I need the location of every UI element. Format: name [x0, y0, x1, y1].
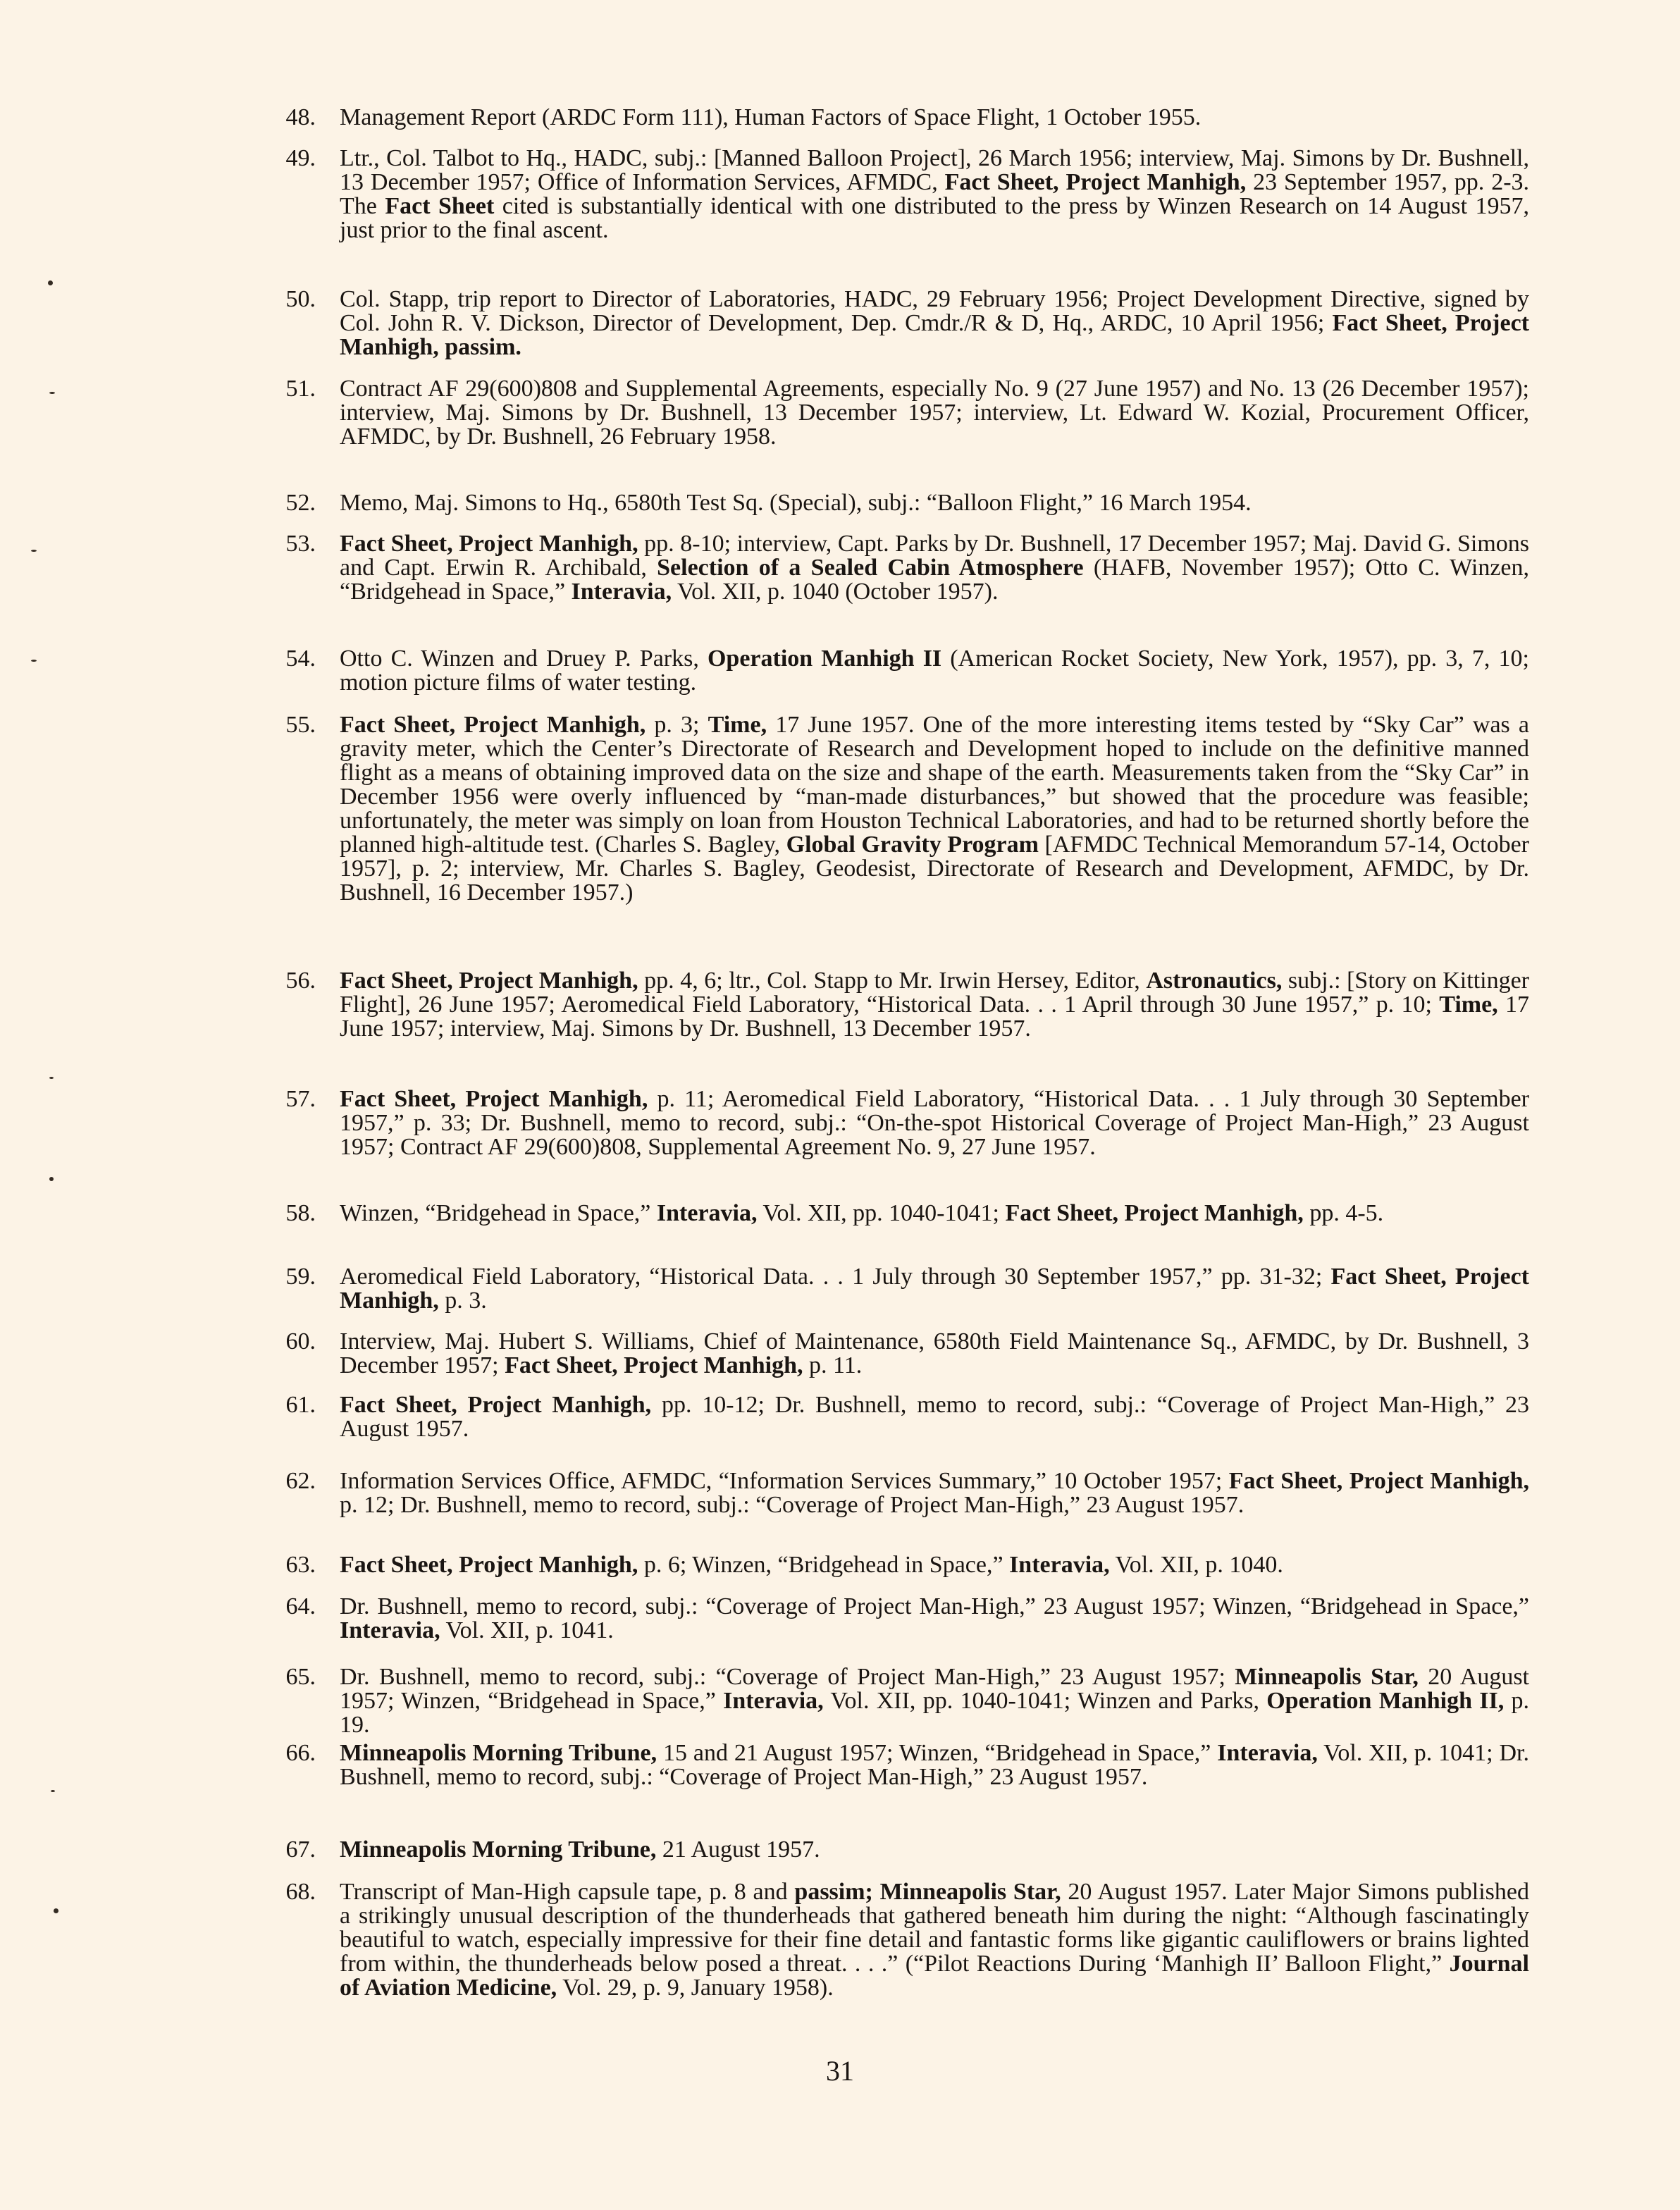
citation-text: p. 6; Winzen, “Bridgehead in Space,” — [638, 1552, 1010, 1578]
citation-text: Vol. XII, pp. 1040-1041; — [757, 1200, 1006, 1226]
citation-text: Vol. XII, p. 1041; Dr. Bushnell, memo to record, subj.: “Coverage of Project Man-High,” 23 August 1957. — [340, 1740, 1529, 1790]
endnote-number: 61. — [285, 1392, 316, 1418]
citation-title: Minneapolis Star, — [1235, 1664, 1419, 1690]
citation-text: Dr. Bushnell, memo to record, subj.: “Coverage of Project Man-High,” 23 August 1957; — [340, 1664, 1235, 1690]
scan-speck — [49, 392, 55, 394]
citation-title: Fact Sheet, Project Manhigh, — [1228, 1468, 1529, 1494]
citation-title: Operation Manhigh II, — [1266, 1688, 1505, 1714]
endnote — [254, 1469, 1529, 1517]
endnote-number: 64. — [285, 1593, 316, 1619]
endnote-text — [340, 1553, 1529, 1577]
citation-text: Otto C. Winzen and Druey P. Parks, — [340, 646, 708, 672]
endnote-text — [340, 713, 1529, 905]
citation-text: pp. 8-10; interview, Capt. Parks by Dr. Bushnell, 17 December 1957; Maj. David G. Simons and Capt. Erwin R. Archibald, — [340, 531, 1530, 581]
citation-title: Fact Sheet — [385, 193, 495, 219]
citation-title: Time, — [708, 712, 767, 738]
endnote — [254, 1393, 1529, 1441]
endnote-text — [340, 1330, 1529, 1378]
scan-speck — [31, 550, 37, 552]
citation-title: Fact Sheet, Project Manhigh, — [340, 712, 646, 738]
endnote-number: 66. — [285, 1740, 316, 1766]
citation-title: Fact Sheet, Project Manhigh, passim. — [340, 310, 1529, 360]
endnote-number: 53. — [285, 531, 316, 557]
citation-title: Minneapolis Morning Tribune, — [340, 1836, 657, 1863]
endnote-number: 49. — [285, 145, 316, 171]
citation-title: Global Gravity Program — [786, 832, 1039, 858]
endnote-text — [340, 1265, 1529, 1313]
page-number: 31 — [826, 2055, 854, 2087]
citation-title: passim; Minneapolis Star, — [794, 1879, 1061, 1905]
citation-text: 17 June 1957. One of the more interesting items tested by “Sky Car” was a gravity meter, which the Center’s Directorate of Research and Development hoped to include on the definitive manned flight as a means of obtaining improved data on the size and shape of the earth. Measurements taken from the “Sky Car” in December 1956 were overly influenced by “man-made disturbances,” but showed that the procedure was feasible; unfortunately, the meter was simply on loan from Houston Technical Laboratories, and had to be returned shortly before the planned high-altitude test. (Charles S. Bagley, — [340, 712, 1529, 858]
endnote-number: 50. — [285, 286, 316, 312]
scan-speck — [49, 1077, 54, 1079]
endnote — [254, 147, 1529, 242]
citation-title: Fact Sheet, Project Manhigh, — [505, 1352, 803, 1378]
endnote-number: 59. — [285, 1264, 316, 1290]
endnote — [254, 288, 1529, 359]
endnote-text — [340, 1202, 1529, 1226]
citation-title: Interavia, — [571, 579, 672, 605]
citation-text: Memo, Maj. Simons to Hq., 6580th Test Sq. (Special), subj.: “Balloon Flight,” 16 March 1954. — [340, 490, 1252, 516]
citation-text: 17 June 1957; interview, Maj. Simons by Dr. Bushnell, 13 December 1957. — [340, 992, 1530, 1042]
citation-text: Dr. Bushnell, memo to record, subj.: “Coverage of Project Man-High,” 23 August 1957; Winzen, “Bridgehead in Space,” — [340, 1593, 1529, 1619]
citation-title: Astronautics, — [1146, 968, 1283, 994]
citation-text: p. 3; — [646, 712, 708, 738]
endnote-number: 55. — [285, 712, 316, 738]
endnote — [254, 647, 1529, 695]
citation-title: Fact Sheet, Project Manhigh, — [1005, 1200, 1304, 1226]
endnote-number: 54. — [285, 646, 316, 672]
citation-text: p. 11. — [803, 1352, 863, 1378]
endnote-text — [340, 288, 1529, 359]
citation-text: Col. Stapp, trip report to Director of Laboratories, HADC, 29 February 1956; Project Development Directive, signed by Col. John R. V. Dickson, Director of Development, Dep. Cmdr./R & D, Hq., ARDC, 10 April 1956; — [340, 286, 1529, 336]
endnote — [254, 1265, 1529, 1313]
endnote-text — [340, 1838, 1529, 1862]
endnote-number: 57. — [285, 1086, 316, 1112]
citation-title: Time, — [1439, 992, 1498, 1018]
citation-text: Vol. XII, p. 1040 (October 1957). — [672, 579, 999, 605]
endnote — [254, 491, 1529, 515]
citation-text: (American Rocket Society, New York, 1957), pp. 3, 7, 10; motion picture films of water testing. — [340, 646, 1529, 696]
citation-title: Fact Sheet, Project Manhigh, — [340, 1552, 638, 1578]
citation-title: Selection of a Sealed Cabin Atmosphere — [657, 555, 1084, 581]
citation-text: 23 September 1957, pp. 2-3. The — [340, 169, 1530, 219]
endnote — [254, 1202, 1529, 1226]
endnote — [254, 1880, 1529, 2000]
citation-text: p. 19. — [340, 1688, 1530, 1738]
citation-title: Interavia, — [1009, 1552, 1110, 1578]
scan-speck — [49, 1177, 54, 1181]
citation-title: Fact Sheet, Project Manhigh, — [340, 1086, 648, 1112]
endnote-text — [340, 491, 1529, 515]
citation-text: p. 3. — [438, 1288, 487, 1314]
endnote-text — [340, 1469, 1529, 1517]
endnote — [254, 713, 1529, 905]
citation-text: Management Report (ARDC Form 111), Human Factors of Space Flight, 1 October 1955. — [340, 104, 1202, 130]
endnote-text — [340, 969, 1529, 1041]
citation-title: Interavia, — [723, 1688, 824, 1714]
endnote-number: 51. — [285, 376, 316, 402]
endnote-text — [340, 1393, 1529, 1441]
endnote-text — [340, 147, 1529, 242]
citation-title: Operation Manhigh II — [707, 646, 942, 672]
citation-text: Interview, Maj. Hubert S. Williams, Chief of Maintenance, 6580th Field Maintenance Sq., AFMDC, by Dr. Bushnell, 3 December 1957; — [340, 1328, 1529, 1378]
citation-title: Fact Sheet, Project Manhigh, — [340, 1264, 1529, 1314]
endnote-text — [340, 647, 1529, 695]
citation-text: 20 August 1957; Winzen, “Bridgehead in Space,” — [340, 1664, 1529, 1714]
citation-title: Interavia, — [1217, 1740, 1318, 1766]
citation-title: Fact Sheet, Project Manhigh, — [340, 531, 638, 557]
scan-speck — [51, 1790, 55, 1792]
citation-title: Minneapolis Morning Tribune, — [340, 1740, 657, 1766]
citation-text: pp. 4, 6; ltr., Col. Stapp to Mr. Irwin Hersey, Editor, — [638, 968, 1147, 994]
citation-text: Transcript of Man-High capsule tape, p. 8 and — [340, 1879, 795, 1905]
citation-text: Vol. XII, p. 1041. — [440, 1617, 614, 1643]
citation-text: p. 12; Dr. Bushnell, memo to record, subj.: “Coverage of Project Man-High,” 23 August 1957. — [340, 1492, 1244, 1518]
citation-text: cited is substantially identical with one distributed to the press by Winzen Research on 14 August 1957, just prior to the final ascent. — [340, 193, 1529, 243]
citation-text: subj.: [Story on Kittinger Flight], 26 June 1957; Aeromedical Field Laboratory, “Historical Data. . . 1 April through 30 June 1957,” p. 10; — [340, 968, 1530, 1018]
endnote-number: 68. — [285, 1879, 316, 1905]
citation-title: Interavia, — [340, 1617, 440, 1643]
citation-text: 20 August 1957. Later Major Simons published a strikingly unusual description of the thunderheads that gathered beneath him during the night: “Although fascinatingly beautiful to watch, especially impressive for their fine detail and fantastic forms like gigantic cauliflowers or brains lighted from within, the thunderheads below posed a threat. . . .” (“Pilot Reactions During ‘Manhigh II’ Balloon Flight,” — [340, 1879, 1529, 1977]
endnote-text — [340, 106, 1529, 130]
scan-speck — [31, 660, 37, 662]
citation-text: Vol. XII, p. 1040. — [1109, 1552, 1283, 1578]
endnote-number: 62. — [285, 1468, 316, 1494]
citation-text: pp. 10-12; Dr. Bushnell, memo to record, subj.: “Coverage of Project Man-High,” 23 August 1957. — [340, 1392, 1529, 1442]
endnote — [254, 532, 1529, 604]
citation-title: Journal of Aviation Medicine, — [340, 1951, 1529, 2001]
endnote-number: 67. — [285, 1836, 316, 1863]
endnote-text — [340, 1741, 1529, 1789]
endnote — [254, 1330, 1529, 1378]
endnote-number: 56. — [285, 968, 316, 994]
citation-text: Contract AF 29(600)808 and Supplemental Agreements, especially No. 9 (27 June 1957) and No. 13 (26 December 1957); interview, Maj. Simons by Dr. Bushnell, 13 December 1957; interview, Lt. Edward W. Kozial, Procurement Officer, AFMDC, by Dr. Bushnell, 26 February 1958. — [340, 376, 1529, 450]
endnote — [254, 1087, 1529, 1159]
endnote-text — [340, 1665, 1529, 1737]
endnote-number: 63. — [285, 1552, 316, 1578]
citation-text: Vol. 29, p. 9, January 1958). — [557, 1975, 834, 2001]
citation-text: Vol. XII, pp. 1040-1041; Winzen and Parks, — [823, 1688, 1267, 1714]
endnote — [254, 377, 1529, 449]
citation-text: 15 and 21 August 1957; Winzen, “Bridgehead in Space,” — [657, 1740, 1218, 1766]
citation-text: Winzen, “Bridgehead in Space,” — [340, 1200, 657, 1226]
endnote-number: 65. — [285, 1664, 316, 1690]
endnote-number: 48. — [285, 104, 316, 130]
endnote — [254, 106, 1529, 130]
scan-speck — [48, 280, 53, 285]
endnote — [254, 1741, 1529, 1789]
citation-title: Fact Sheet, Project Manhigh, — [944, 169, 1247, 195]
citation-title: Fact Sheet, Project Manhigh, — [340, 1392, 652, 1418]
endnote-number: 58. — [285, 1200, 316, 1226]
endnote-number: 52. — [285, 490, 316, 516]
citation-text: 21 August 1957. — [656, 1836, 820, 1863]
endnote-number: 60. — [285, 1328, 316, 1354]
endnote — [254, 1665, 1529, 1737]
citation-text: Information Services Office, AFMDC, “Information Services Summary,” 10 October 1957; — [340, 1468, 1229, 1494]
endnote-text — [340, 1595, 1529, 1643]
scan-speck — [54, 1908, 58, 1913]
endnote-text — [340, 1880, 1529, 2000]
citation-text: Aeromedical Field Laboratory, “Historical Data. . . 1 July through 30 September 1957,” pp. 31-32; — [340, 1264, 1331, 1290]
citation-title: Fact Sheet, Project Manhigh, — [340, 968, 638, 994]
endnote — [254, 1838, 1529, 1862]
endnote — [254, 1553, 1529, 1577]
endnote — [254, 1595, 1529, 1643]
endnote — [254, 969, 1529, 1041]
citation-text: (HAFB, November 1957); Otto C. Winzen, “Bridgehead in Space,” — [340, 555, 1529, 605]
citation-text: [AFMDC Technical Memorandum 57-14, October 1957], p. 2; interview, Mr. Charles S. Bagley, Geodesist, Directorate of Research and Development, AFMDC, by Dr. Bushnell, 16 December 1957.) — [340, 832, 1529, 906]
citation-title: Interavia, — [656, 1200, 758, 1226]
endnote-text — [340, 377, 1529, 449]
citation-text: p. 11; Aeromedical Field Laboratory, “Historical Data. . . 1 July through 30 September 1957,” p. 33; Dr. Bushnell, memo to record, subj.: “On-the-spot Historical Coverage of Project Man-High,” 23 August 1957; Contract AF 29(600)808, Supplemental Agreement No. 9, 27 June 1957. — [340, 1086, 1529, 1160]
citation-text: pp. 4-5. — [1303, 1200, 1384, 1226]
endnote-text — [340, 1087, 1529, 1159]
endnote-text — [340, 532, 1529, 604]
citation-text: Ltr., Col. Talbot to Hq., HADC, subj.: [Manned Balloon Project], 26 March 1956; interview, Maj. Simons by Dr. Bushnell, 13 December 1957; Office of Information Services, AFMDC, — [340, 145, 1529, 195]
